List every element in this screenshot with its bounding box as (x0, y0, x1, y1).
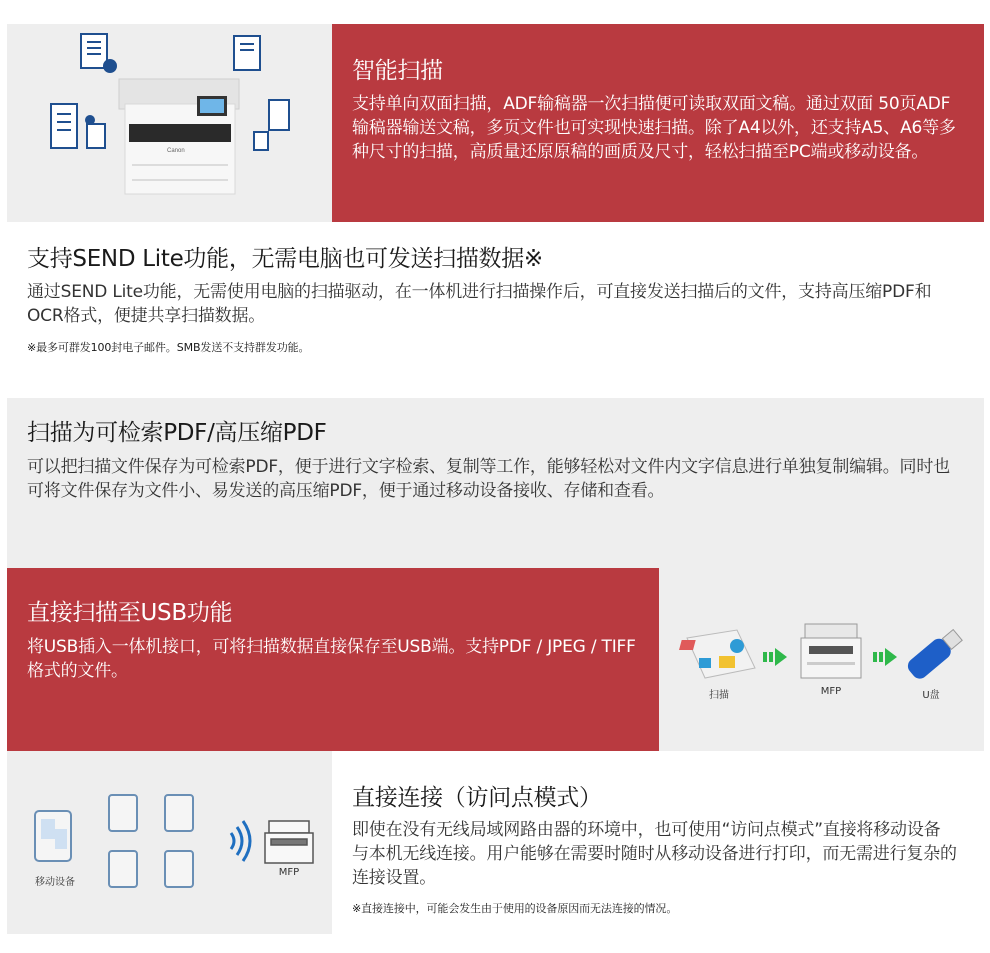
mfp-label: MFP (820, 686, 842, 697)
mfp-label: MFP (278, 867, 300, 878)
usb-scan-title: 直接扫描至USB功能 (27, 600, 233, 626)
direct-connect-note: ※直接连接中，可能会发生由于使用的设备原因而无法连接的情况。 (352, 902, 678, 915)
smart-scan-title: 智能扫描 (352, 58, 443, 84)
printer-icon (119, 79, 239, 194)
printer-brand-logo: Canon (167, 148, 185, 154)
direct-connect-title: 直接连接（访问点模式） (352, 785, 602, 811)
scanned-document-icon (679, 630, 755, 678)
direct-connect-diagram (7, 751, 332, 934)
smart-scan-image-panel (7, 24, 332, 222)
mobile-device-label: 移动设备 (35, 877, 75, 888)
direct-connect-image-panel (7, 751, 332, 934)
scan-illustration (7, 24, 332, 222)
usb-diagram (659, 568, 984, 751)
mobile-device-icon (35, 811, 71, 861)
send-lite-note: ※最多可群发100封电子邮件。SMB发送不支持群发功能。 (27, 341, 310, 354)
usb-scan-panel (7, 568, 659, 751)
usb-diagram-panel (659, 568, 984, 751)
direct-connect-section (332, 751, 984, 934)
usb-scan-body: 将USB插入一体机接口，可将扫描数据直接保存至USB端。支持PDF / JPEG / TIFF格式的文件。 (27, 637, 636, 681)
mfp-icon (265, 821, 313, 863)
scan-label: 扫描 (709, 690, 729, 701)
smart-scan-panel (332, 24, 984, 222)
send-lite-title: 支持SEND Lite功能，无需电脑也可发送扫描数据※ (27, 246, 543, 272)
arrow-icon (873, 648, 897, 666)
wifi-icon (231, 821, 250, 861)
searchable-pdf-section (7, 398, 984, 568)
smart-scan-body: 支持单向双面扫描，ADF输稿器一次扫描便可读取双面文稿。通过双面 50页ADF输稿器输送文稿，多页文件也可实现快速扫描。除了A4以外，还支持A5、A6等多种尺寸的扫描，高质量还原原稿的画质及尺寸，轻松扫描至PC端或移动设备。 (352, 94, 956, 162)
searchable-pdf-body: 可以把扫描文件保存为可检索PDF，便于进行文字检索、复制等工作，能够轻松对文件内文字信息进行单独复制编辑。同时也可将文件保存为文件小、易发送的高压缩PDF，便于通过移动设备接收、存储和查看。 (27, 457, 950, 501)
usb-drive-icon (905, 626, 965, 681)
usb-label: U盘 (922, 690, 940, 701)
arrow-icon (763, 648, 787, 666)
direct-connect-body: 即使在没有无线局域网路由器的环境中，也可使用“访问点模式”直接将移动设备与本机无线连接。用户能够在需要时随时从移动设备进行打印，而无需进行复杂的连接设置。 (352, 820, 957, 888)
send-lite-section (7, 222, 984, 372)
send-lite-body: 通过SEND Lite功能，无需使用电脑的扫描驱动，在一体机进行扫描操作后，可直接发送扫描后的文件，支持高压缩PDF和OCR格式，便捷共享扫描数据。 (27, 282, 932, 326)
searchable-pdf-title: 扫描为可检索PDF/高压缩PDF (27, 420, 327, 446)
mfp-icon (801, 624, 861, 678)
tablet-icon (109, 795, 193, 887)
